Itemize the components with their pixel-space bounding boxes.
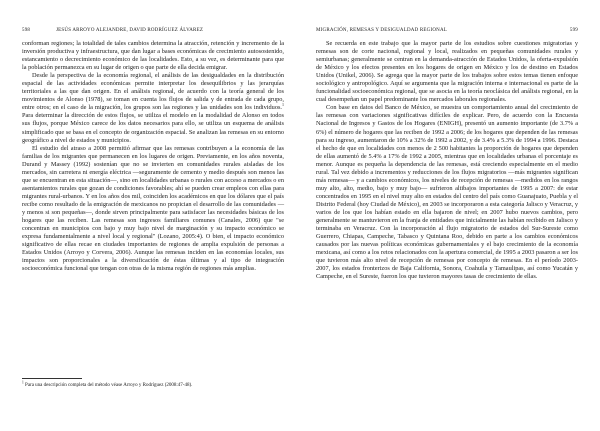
right-page [316,0,578,431]
left-paragraph-2 [22,72,284,144]
left-page-number: 598 [22,28,31,33]
left-paragraph-2-text: Desde la perspectiva de la economía regional, el análisis de las desigualdades en la distribución espacial de las actividades económicas permite interpretar los desequilibrios y las jerarquías territoriales a las que dan origen. En el análisis regional, de acuerdo con la teoría general de los movimientos de Alonso (1978), se toman en cuenta los flujos de salida y de entrada de cada grupo, entre otros; en el caso de la migración, los grupos son las regiones y las unidades son los individuos. [22,72,284,112]
left-paragraph-1: conforman regiones; la totalidad de tales cambios determina la atracción, retención y incremento de la inversión productiva y infraestructura, que dan lugar a bases económicas de crecimiento autosostenido, estancamiento o decrecimiento económico de las localidades. Esto, a su vez, es determinante para que la población permanezca en su lugar de origen o que parte de ella decida emigrar. [22,40,284,72]
right-paragraph-2: Con base en datos del Banco de México, se muestra un comportamiento anual del crecimiento de las remesas con variaciones significativas difíciles de explicar. Pero, de acuerdo con la Encuesta Nacional de Ingresos y Gastos de los Hogares (ENIGH), presentó un aumento importante (de 3.7% a 6%) el número de hogares que las reciben de 1992 a 2006; de los hogares que dependen de las remesas para su ingreso, aumentaron de 10% a 32% de 1992 a 2002, y de 3.4% a 5.3% de 1994 a 1996. Destaca el hecho de que en localidades con menos de 2 500 habitantes la proporción de hogares que dependen de ellas aumentó de 5.4% a 17% de 1992 a 2005, mientras que en localidades urbanas el porcentaje es menor. Aunque es pequeña la dependencia de las remesas, está creciendo especialmente en el medio rural. Tal vez debido a incrementos y reducciones de los flujos migratorios —más migrantes significan más remesas— y a cambios económicos, los niveles de recepción de remesas —medidos en los rangos muy alto, alto, medio, bajo y muy bajo— sufrieron altibajos importantes de 1995 a 2007: de estar concentrados en 1995 en el nivel muy alto en estados del centro del país como Guanajuato, Puebla y el Distrito Federal (hoy Ciudad de México), en 2003 se incorporaron a esta categoría Jalisco y Veracruz, y varios de los que los habían estado en ella bajaron de nivel; en 2007 hubo nuevos cambios, pero generalmente se mantuvieron en la franja de entidades que inicialmente las habían recibido en Jalisco y terminaba en Veracruz. Con la incorporación al flujo migratorio de estados del Sur-Sureste como Guerrero, Chiapas, Campeche, Tabasco y Quintana Roo, debido en parte a los cambios económicos causados por las nuevas políticas económicas gubernamentales y el bajo crecimiento de la economía mexicana, así como a los retos relacionados con la apertura comercial, de 1995 a 2003 pasaron a ser los que tuvieron más alto nivel de recepción de remesas por concepto de remesas. En el período 2003-2007, los estados fronterizos de Baja California, Sonora, Coahuila y Tamaulipas, así como Yucatán y Campeche, en el Sureste, fueron los que tuvieron mayores tasas de crecimiento de ellas. [316,104,578,281]
footnote-reference[interactable]: 1 [282,102,284,108]
footnote-marker: 1 [22,380,24,385]
footnote-divider [22,378,82,379]
left-paragraph-3: El estudio del atraso a 2008 permitió afirmar que las remesas contribuyen a la economía de las familias de los migrantes que permanecen en los lugares de origen. Previamente, en los años noventa, Durand y Massey (1992) sostenían que no se invierten en comunidades rurales aisladas de los mercados, sin carretera ni energía eléctrica —seguramente de cemento y medio después son menos las que se encuentran en esta situación—, sino en localidades urbanas o rurales con acceso a mercados o en asentamientos rurales que gozan de condiciones favorables; ahí se pueden crear empleos con ellas para migrantes rural-urbanos. Y en los años dos mil, coinciden los académicos en que los dólares que el país recibe como resultado de la emigración de mexicanos no propician el desarrollo de las comunidades —y menos si son pequeñas—, donde sirven principalmente para satisfacer las necesidades básicas de los hogares que las reciben. Las remesas son ingresos familiares comunes (Canales, 2006) que "se concentran en municipios con bajo y muy bajo nivel de marginación y su impacto económico se expresa fundamentalmente a nivel local y regional" (Lozano, 2005:4). O bien, el impacto económico significativo de ellas recae en ciudades importantes de regiones de amplia expulsión de personas a Estados Unidos (Arroyo y Corvera, 2006). Aunque las remesas inciden en las economías locales, sus impactos son proporcionales a la diversificación de éstas últimas y al tipo de integración socioeconómica funcional que tengan con otras de la misma región de regiones más amplias. [22,144,284,273]
left-running-head [22,27,284,35]
right-paragraph-1: Se recuerda en este trabajo que la mayor parte de los estudios sobre cuestiones migratorias y remesas son de corte nacional, regional y local, realizados en pequeñas comunidades rurales y semiurbanas; generalmente se centran en la demanda-atracción de Estados Unidos, la oferta-expulsión de México y los efectos presentes en los hogares de origen en México y los de destino en Estados Unidos (Unikel, 2006). Se agrega que la mayor parte de los trabajos sobre estos temas tienen enfoque sociológico y antropológico. Aquí se argumenta que la migración interna e internacional es parte de la funcionalidad socioeconómica regional, que se asocia en la teoría neoclásica del análisis regional, en la cual desempeñan un papel predominante los mercados laborales regionales. [316,40,578,104]
left-running-title: JESÚS ARROYO ALEJANDRE, DAVID RODRÍGUEZ ÁLVAREZ [56,28,204,33]
left-paragraph-2-tail: Para determinar la dirección de estos flujos, se utiliza el modelo en la modalidad de Alonso en todos sus flujos, porque México carece de los datos necesarios para ello, se utiliza un esquema de análisis simplificado que se basa en el concepto de organización espacial. Se analizan las remesas en su entorno geográfico a nivel de estados y municipios. [22,112,284,144]
right-page-number: 599 [569,28,578,33]
footnote-text: Para una descripción completa del método véase Arroyo y Rodríguez (2008:47-48). [25,383,193,388]
left-page [22,0,284,431]
right-body-text [316,40,578,281]
left-body-text [22,40,284,273]
footnote [22,382,284,389]
right-running-head [316,27,578,35]
right-running-title: MIGRACIÓN, REMESAS Y DESIGUALDAD REGIONAL [316,28,448,33]
